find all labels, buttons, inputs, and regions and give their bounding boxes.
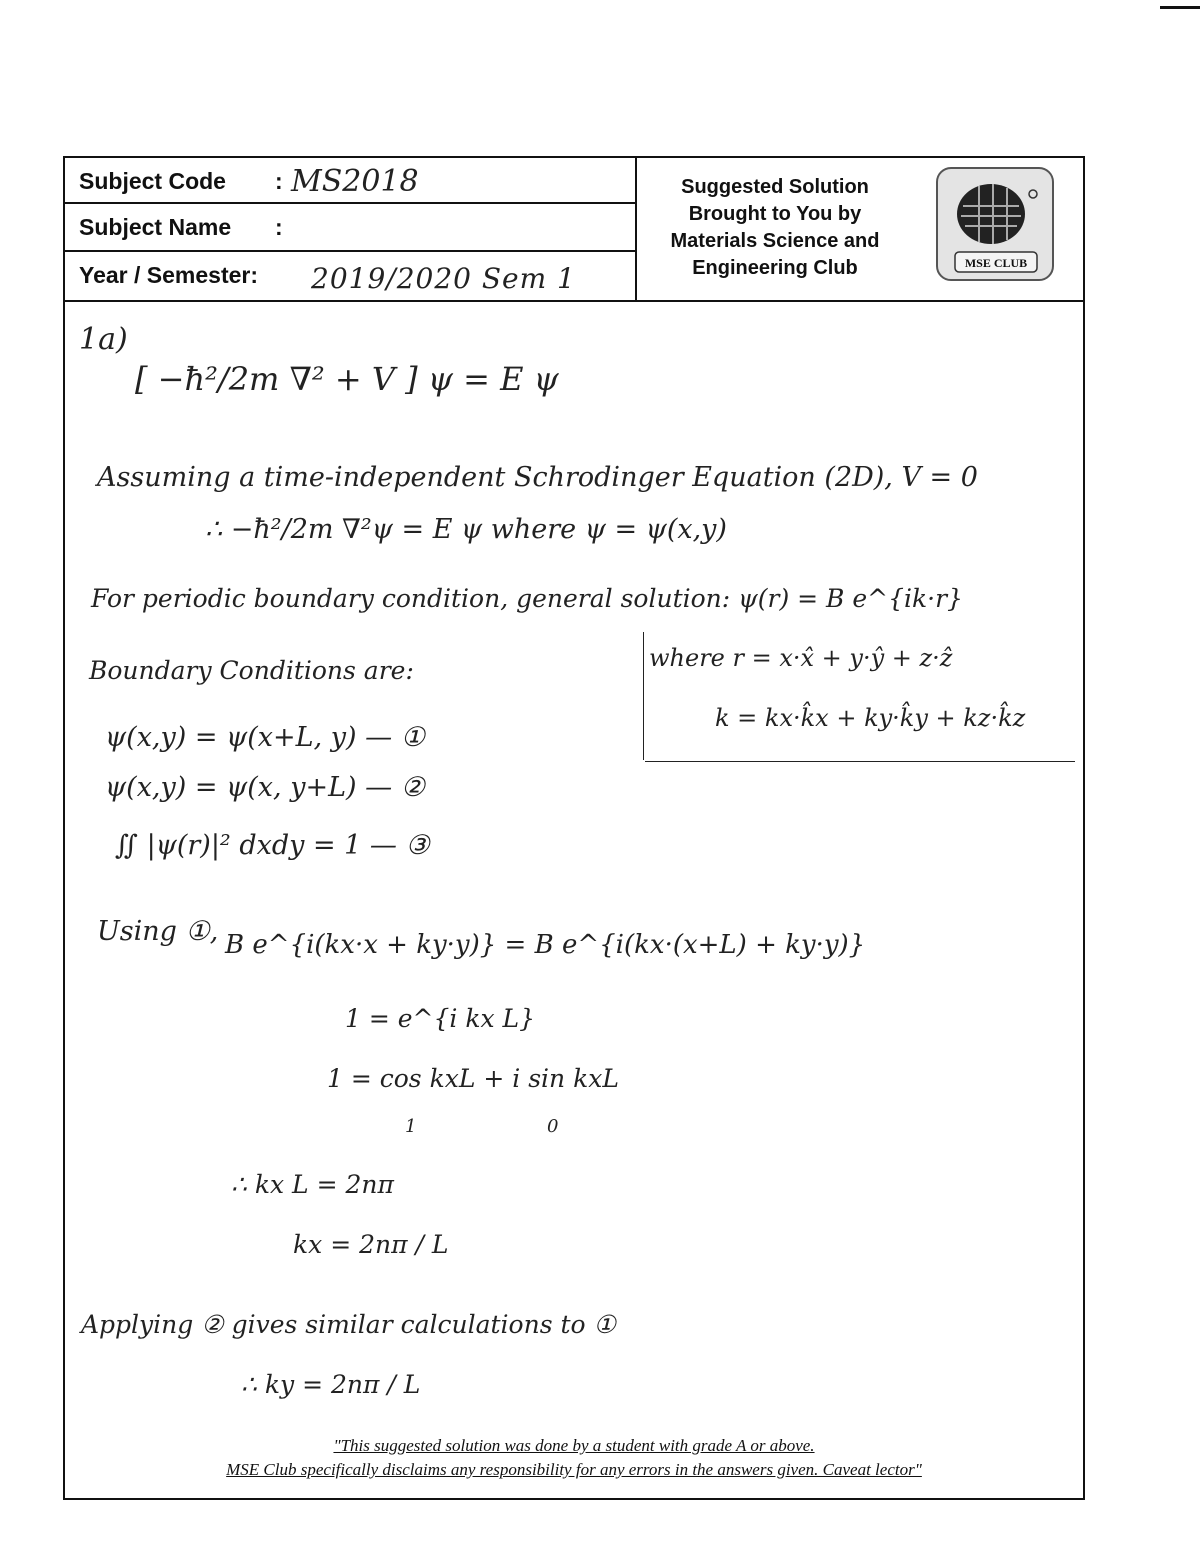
where-r-definition: where r = x·x̂ + y·ŷ + z·ẑ (649, 644, 953, 672)
underbrace-value-0: 0 (547, 1116, 559, 1137)
year-semester-row (65, 252, 637, 300)
subject-code-row (65, 158, 637, 204)
step-euler: 1 = cos kxL + i sin kxL (327, 1064, 619, 1093)
reduced-equation: ∴ −ħ²/2m ∇²ψ = E ψ where ψ = ψ(x,y) (205, 514, 727, 545)
disclaimer-line-1: "This suggested solution was done by a student with grade A or above. (333, 1436, 815, 1455)
logo-label: MSE CLUB (964, 256, 1028, 270)
disclaimer-line-2: MSE Club specifically disclaims any responsibility for any errors in the answers given. Caveat lector" (226, 1460, 922, 1479)
year-semester-value: 2019/2020 Sem 1 (311, 262, 576, 295)
subject-code-value: MS2018 (291, 164, 419, 199)
subject-name-row (65, 204, 637, 252)
part-label: 1a) (79, 322, 128, 357)
page-edge-mark (1160, 6, 1200, 9)
boundary-condition-2: ψ(x,y) = ψ(x, y+L) — ② (105, 772, 425, 803)
boundary-condition-1: ψ(x,y) = ψ(x+L, y) — ① (105, 722, 425, 753)
club-banner (637, 158, 1083, 300)
mse-club-logo (935, 166, 1055, 282)
definition-box-bottom-rule (645, 761, 1075, 762)
solution-sheet (63, 156, 1085, 1500)
using-condition-1: Using ①, (97, 916, 219, 947)
schrodinger-equation: [ −ħ²/2m ∇² + V ] ψ = E ψ (135, 360, 559, 398)
subject-name-colon: : (275, 214, 283, 240)
club-credit (645, 174, 905, 282)
subject-code-colon: : (275, 168, 283, 194)
where-k-definition: k = kx·k̂x + ky·k̂y + kz·k̂z (715, 704, 1026, 732)
periodic-condition-line: For periodic boundary condition, general solution: ψ(r) = B e^{ik·r} (91, 584, 963, 613)
underbrace-value-1: 1 (405, 1116, 417, 1137)
definition-box-left-rule (643, 632, 644, 760)
conclusion-ky: ∴ ky = 2nπ / L (241, 1370, 421, 1399)
handwritten-solution (65, 304, 1083, 1454)
club-line-4: Engineering Club (692, 257, 858, 279)
boundary-condition-3: ∬ |ψ(r)|² dxdy = 1 — ③ (115, 830, 430, 861)
club-line-2: Brought to You by (688, 203, 862, 225)
assumption-line: Assuming a time-independent Schrodinger Equation (2D), V = 0 (97, 462, 978, 493)
using-condition-1-equation: B e^{i(kx·x + ky·y)} = B e^{i(kx·(x+L) + ky·y)} (225, 930, 866, 960)
club-line-1: Suggested Solution (681, 176, 869, 198)
subject-code-label: Subject Code (79, 168, 226, 194)
header-fields (65, 158, 637, 300)
subject-name-label: Subject Name (79, 214, 232, 240)
year-semester-label: Year / Semester: (79, 262, 259, 288)
conclusion-kx-l: ∴ kx L = 2nπ (231, 1170, 394, 1199)
boundary-conditions-title: Boundary Conditions are: (89, 656, 414, 685)
header-divider (65, 300, 1083, 302)
conclusion-kx: kx = 2nπ / L (293, 1230, 449, 1259)
disclaimer (65, 1434, 1083, 1482)
club-line-3: Materials Science and (670, 230, 880, 252)
step-exponential: 1 = e^{i kx L} (345, 1004, 536, 1033)
applying-condition-2: Applying ② gives similar calculations to ① (81, 1310, 616, 1339)
